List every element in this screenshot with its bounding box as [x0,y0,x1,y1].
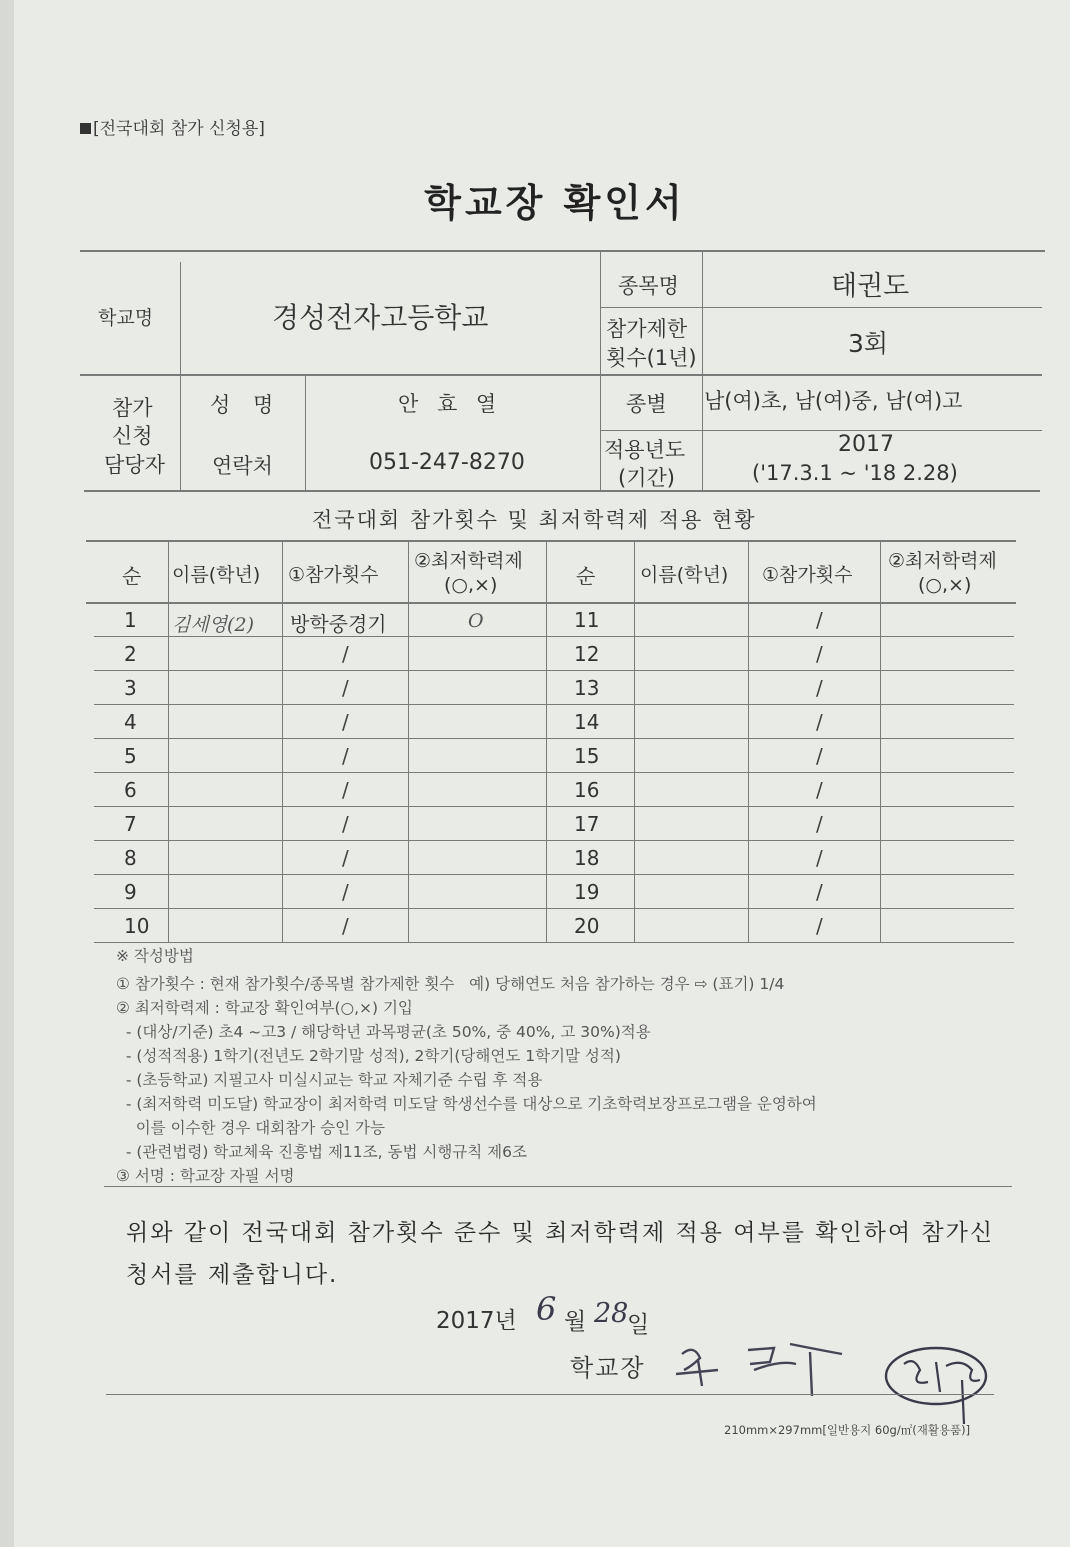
gender-label: 종별 [626,392,667,416]
table-row-count: / [342,642,349,666]
year-label-line1: 적용년도 [604,438,686,462]
vrule-applicant-values [305,374,306,490]
table-row-count: / [816,846,823,870]
header-count-right: ①참가횟수 [762,564,853,586]
table-row-number: 3 [124,676,137,700]
table-col-rule [282,540,283,942]
school-name-label: 학교명 [98,307,154,329]
table-row-rule [94,874,1014,875]
official-seal-stamp [880,1334,1010,1424]
notes-line: - (최저학력 미도달) 학교장이 최저학력 미도달 학생선수를 대상으로 기초학력보장프로그램을 운영하여 [116,1095,817,1113]
table-row-rule [94,942,1014,943]
applicant-label-line3: 담당자 [104,453,165,477]
table-row-number: 12 [574,642,600,666]
table-row-count: / [342,744,349,768]
notes-line: ② 최저학력제 : 학교장 확인여부(○,×) 기입 [116,999,413,1017]
table-row-rule [94,806,1014,807]
notes-line: ① 참가횟수 : 현재 참가횟수/종목별 참가제한 횟수 예) 당해연도 처음 참가하는 경우 ⇨ (표기) 1/4 [116,975,785,993]
table-row-rule [94,772,1014,773]
vrule-school-label [180,262,181,490]
sport-label: 종목명 [618,274,679,298]
notes-line: - (대상/기준) 초4 ~고3 / 해당학년 과목평균(초 50%, 중 40%, 고 30%)적용 [116,1023,651,1041]
applicant-label-line2: 신청 [112,424,153,448]
table-row-rule [94,738,1014,739]
table-row-rule [94,840,1014,841]
table-row-count: / [342,846,349,870]
header-min-left: ②최저학력제 [414,550,523,572]
principal-label: 학교장 [570,1354,646,1382]
header-no-right: 순 [576,564,596,588]
year-label-line2: (기간) [618,466,675,490]
table-row-count: / [816,812,823,836]
rule-gender-sep [600,430,1042,431]
header-name-left: 이름(학년) [172,564,261,586]
table-row-number: 19 [574,880,600,904]
table-row-count: / [816,914,823,938]
table-row-number: 14 [574,710,600,734]
table-row-count: / [816,676,823,700]
header-min-right: ②최저학력제 [888,550,997,572]
table-row-number: 2 [124,642,137,666]
applicant-name-label: 성 명 [210,393,282,417]
table-row-count: / [342,914,349,938]
limit-label-line2: 횟수(1년) [606,346,697,370]
applicant-label-line1: 참가 [112,396,153,420]
notes-line: - (초등학교) 지필고사 미실시교는 학교 자체기준 수립 후 적용 [116,1071,543,1089]
table-row-number: 10 [124,914,150,938]
rule-info-bottom [84,490,1040,492]
gender-value: 남(여)초, 남(여)중, 남(여)고 [704,389,963,413]
table-col-rule [546,540,547,942]
table-rule-top [86,540,1016,542]
table-row-name: 김세영(2) [172,614,254,636]
table-row-min: O [468,610,484,632]
date-day-handwritten: 28 [594,1298,629,1329]
table-row-number: 6 [124,778,137,802]
table-row-count: / [342,812,349,836]
table-row-count: / [342,880,349,904]
vrule-right-values [702,252,703,490]
table-row-number: 5 [124,744,137,768]
notes-line: ③ 서명 : 학교장 자필 서명 [116,1167,295,1185]
table-row-count: / [816,880,823,904]
table-row-count: / [816,778,823,802]
table-col-rule [748,540,749,942]
table-row-count: / [342,710,349,734]
table-caption: 전국대회 참가횟수 및 최저학력제 적용 현황 [312,508,757,532]
date-month-label: 월 [564,1309,587,1335]
period-value: ('17.3.1 ~ '18 2.28) [752,461,958,485]
rule-top [80,250,1045,252]
date-day-label: 일 [627,1312,650,1338]
rule-sport-sep [600,307,1042,308]
vrule-right-block [600,252,601,490]
table-row-number: 13 [574,676,600,700]
paper-spec: 210mm×297mm[일반용지 60g/㎡(재활용품)] [724,1423,971,1437]
table-row-number: 17 [574,812,600,836]
table-row-count: / [816,710,823,734]
form-usage-note-text: [전국대회 참가 신청용] [93,119,265,139]
date-year: 2017년 [436,1308,517,1334]
square-bullet-icon [80,123,91,134]
rule-footer [106,1394,994,1395]
table-row-count: / [816,608,823,632]
date-month-handwritten: 6 [536,1290,557,1328]
page-edge-shadow [0,0,14,1547]
table-col-rule [634,540,635,942]
table-row-number: 8 [124,846,137,870]
rule-notes-bottom [104,1186,1012,1187]
table-row-rule [94,908,1014,909]
school-name-value: 경성전자고등학교 [272,301,489,334]
table-row-number: 4 [124,710,137,734]
notes-heading: ※ 작성방법 [116,947,194,965]
principal-signature [670,1330,870,1400]
year-value: 2017 [838,432,894,457]
notes-line: 이를 이수한 경우 대회참가 승인 가능 [116,1119,385,1137]
header-name-right: 이름(학년) [640,564,729,586]
table-row-rule [94,670,1014,671]
table-row-number: 7 [124,812,137,836]
table-row-count: 방학중경기 [290,612,387,636]
limit-value: 3회 [848,329,889,358]
rule-info-mid [80,374,1042,376]
table-row-number: 11 [574,608,600,632]
header-count-left: ①참가횟수 [288,564,379,586]
table-row-number: 18 [574,846,600,870]
applicant-name-value: 안 효 열 [398,392,503,416]
table-row-number: 16 [574,778,600,802]
table-row-number: 15 [574,744,600,768]
table-col-rule [168,540,169,942]
header-min-sub-right: (○,×) [918,574,972,596]
table-rule-header [86,602,1016,604]
table-col-rule [408,540,409,942]
confirmation-statement: 위와 같이 전국대회 참가횟수 준수 및 최저학력제 적용 여부를 확인하여 참가신청서를 제출합니다. [126,1220,995,1288]
table-col-rule [880,540,881,942]
document-title: 학교장 확인서 [424,181,686,225]
contact-value: 051-247-8270 [369,450,525,475]
limit-label-line1: 참가제한 [606,317,688,341]
notes-line: - (성적적용) 1학기(전년도 2학기말 성적), 2학기(당해연도 1학기말 성적) [116,1047,621,1065]
table-row-count: / [342,676,349,700]
header-no-left: 순 [122,564,142,588]
sport-value: 태권도 [831,271,910,302]
table-row-count: / [816,744,823,768]
table-row-count: / [816,642,823,666]
table-row-number: 9 [124,880,137,904]
contact-label: 연락처 [212,454,273,478]
table-row-rule [94,704,1014,705]
table-row-number: 1 [124,608,137,632]
form-usage-note [80,114,265,139]
table-row-count: / [342,778,349,802]
notes-line: - (관련법령) 학교체육 진흥법 제11조, 동법 시행규칙 제6조 [116,1143,527,1161]
table-row-number: 20 [574,914,600,938]
header-min-sub-left: (○,×) [444,574,498,596]
